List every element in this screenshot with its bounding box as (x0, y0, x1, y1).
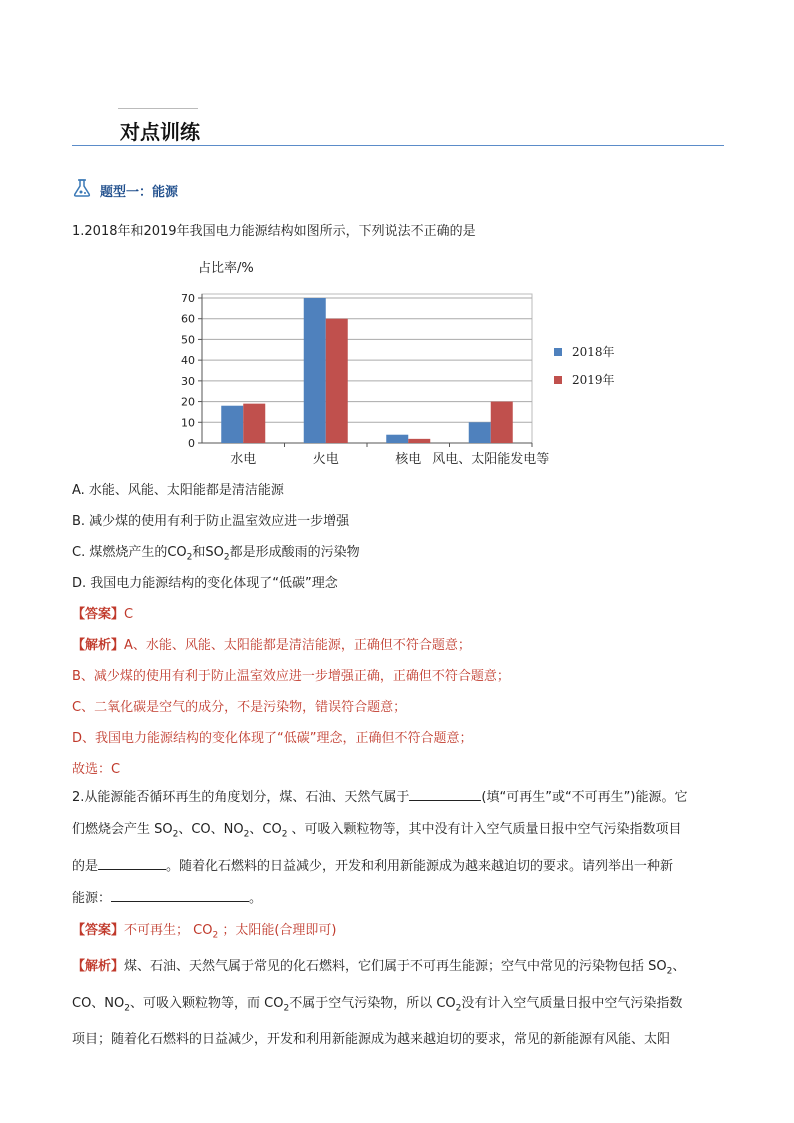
x-tick-label: 风电、太阳能发电等 (432, 452, 550, 467)
y-axis-label: 占比率/% (198, 261, 254, 276)
sub-2: 2 (172, 829, 179, 840)
q2-l2-b: 、CO、NO (178, 822, 244, 837)
y-tick-label: 70 (181, 292, 195, 305)
bar-2018 (469, 422, 491, 443)
analysis-label: 【解析】 (72, 959, 125, 975)
sub-2: 2 (666, 966, 673, 977)
q1-analysis-d: D、我国电力能源结构的变化体现了“低碳”理念，正确但不符合题意； (72, 731, 473, 746)
blank-3[interactable] (111, 889, 249, 902)
q2-l2-a: 们燃烧会产生 SO (72, 822, 173, 837)
question-type-label: 题型一：能源 (100, 184, 179, 200)
q2-line-1 (72, 786, 724, 810)
section-title-rule (72, 145, 724, 146)
bar-2019 (408, 439, 430, 443)
legend-swatch (554, 376, 562, 384)
bar-2018 (304, 298, 326, 443)
bar-2019 (326, 319, 348, 443)
y-tick-label: 40 (181, 354, 195, 368)
y-tick-label: 20 (181, 395, 195, 409)
answer-label: 【答案】 (72, 922, 125, 938)
legend-swatch (554, 348, 562, 356)
q2-l3-pre: 的是 (72, 858, 99, 874)
q2-l4-pre: 能源： (72, 890, 112, 906)
answer-label: 【答案】 (72, 607, 125, 622)
sub-2: 2 (281, 829, 288, 840)
section-title: 对点训练 (120, 120, 200, 144)
q1-option-d: D. 我国电力能源结构的变化体现了“低碳”理念 (72, 576, 338, 591)
y-tick-label: 0 (188, 437, 195, 450)
blank-1[interactable] (409, 788, 481, 801)
sub-2: 2 (124, 1003, 131, 1014)
q2-line-2 (72, 818, 724, 847)
answer-value-post: ；太阳能(合理即可) (218, 922, 337, 938)
chart-svg (170, 250, 615, 475)
x-tick-label: 核电 (395, 452, 422, 467)
q2-a2-pre: CO、NO (72, 995, 125, 1011)
q2-l2-c: 、CO (249, 822, 282, 837)
q2-a1-post: 、 (672, 959, 686, 975)
header-top-line (118, 108, 198, 109)
q2-a2-mid: 、可吸入颗粒物等，而 CO (130, 995, 284, 1011)
analysis-line: A、水能、风能、太阳能都是清洁能源，正确但不符合题意； (124, 638, 471, 653)
legend-label: 2018年 (572, 345, 615, 359)
blank-2[interactable] (98, 857, 166, 870)
sub-2: 2 (212, 930, 219, 941)
q2-answer (72, 919, 724, 948)
bar-2019 (491, 402, 513, 443)
q1-option-c-pre: C. 煤燃烧产生的CO (72, 545, 187, 560)
answer-value: 不可再生； CO (124, 922, 213, 938)
flask-icon (72, 178, 94, 202)
x-tick-label: 水电 (230, 452, 257, 467)
q1-analysis-b: B、减少煤的使用有利于防止温室效应进一步增强正确，正确但不符合题意； (72, 669, 510, 684)
bar-chart (170, 250, 615, 475)
answer-value: C (124, 607, 134, 622)
q1-analysis-c: C、二氧化碳是空气的成分，不是污染物，错误符合题意； (72, 700, 407, 715)
q1-conclusion: 故选：C (72, 762, 121, 777)
so2-subscript: 2 (223, 552, 230, 563)
q2-analysis-3: 项目；随着化石燃料的日益减少，开发和利用新能源成为越来越迫切的要求，常见的新能源有风能、太阳 (72, 1032, 671, 1048)
q2-a2-mid2: 不属于空气污染物，所以 CO (289, 995, 456, 1011)
q2-l1-pre: 2.从能源能否循环再生的角度划分，煤、石油、天然气属于 (72, 790, 410, 805)
question-type-header (72, 178, 178, 202)
q2-analysis-2 (72, 992, 724, 1021)
y-tick-label: 10 (181, 416, 195, 430)
q1-option-c (72, 541, 360, 563)
q1-stem: 1.2018年和2019年我国电力能源结构如图所示，下列说法不正确的是 (72, 224, 476, 239)
q1-option-c-mid: 和SO (192, 545, 224, 560)
legend-label: 2019年 (572, 373, 615, 387)
sub-2: 2 (243, 829, 250, 840)
q1-answer (72, 603, 133, 622)
q2-line-4 (72, 887, 724, 911)
q1-option-c-post: 都是形成酸雨的污染物 (229, 545, 360, 560)
y-tick-label: 30 (181, 374, 195, 388)
q2-l1-post: (填“可再生”或“不可再生”)能源。它 (481, 790, 688, 805)
y-tick-label: 50 (181, 333, 195, 347)
analysis-label: 【解析】 (72, 638, 125, 653)
q1-option-a: A. 水能、风能、太阳能都是清洁能源 (72, 483, 284, 498)
q2-a1-pre: 煤、石油、天然气属于常见的化石燃料，它们属于不可再生能源；空气中常见的污染物包括 SO (124, 959, 667, 975)
q2-l3-post: 。随着化石燃料的日益减少，开发和利用新能源成为越来越迫切的要求。请列举出一种新 (166, 858, 674, 874)
co2-subscript: 2 (186, 552, 193, 563)
q2-stem (72, 786, 724, 1052)
bar-2018 (221, 406, 243, 443)
y-tick-label: 60 (181, 312, 195, 326)
q2-l4-post: 。 (249, 890, 263, 906)
q1-analysis-a (72, 634, 471, 653)
q2-a2-post: 没有计入空气质量日报中空气污染指数 (461, 995, 683, 1011)
bar-2018 (386, 435, 408, 443)
sub-2: 2 (455, 1003, 462, 1014)
q2-analysis-1 (72, 955, 724, 984)
sub-2: 2 (283, 1003, 290, 1014)
q2-l2-d: 、可吸入颗粒物等，其中没有计入空气质量日报中空气污染指数项目 (287, 822, 682, 837)
x-tick-label: 火电 (312, 452, 339, 467)
q1-option-b: B. 减少煤的使用有利于防止温室效应进一步增强 (72, 514, 350, 529)
bar-2019 (243, 404, 265, 443)
q2-line-3 (72, 855, 724, 879)
